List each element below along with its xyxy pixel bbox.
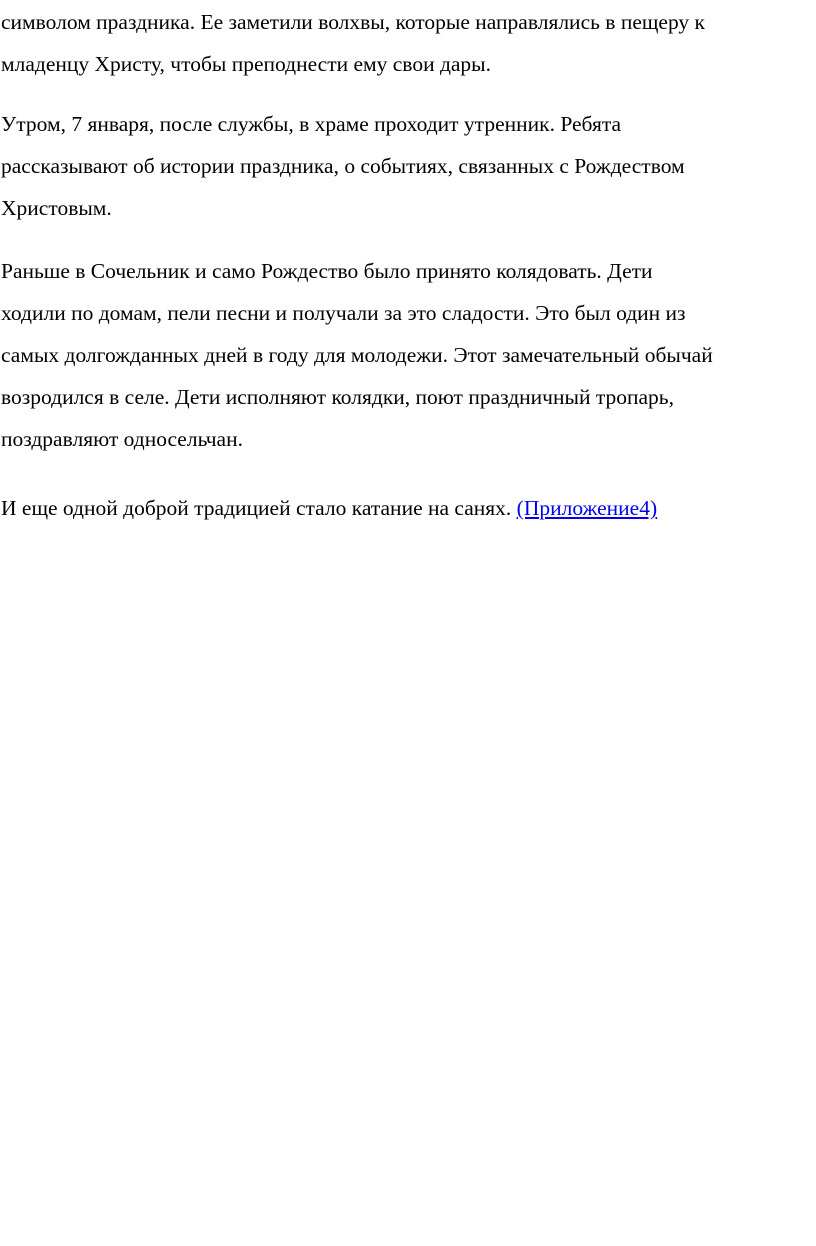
appendix-4-link[interactable]: (Приложение4): [516, 496, 658, 520]
paragraph-sleigh-ride: [1, 487, 657, 529]
text-line: Утром, 7 января, после службы, в храме проходит утренник. Ребята: [1, 112, 622, 136]
text-line: возродился в селе. Дети исполняют колядки, поют праздничный тропарь,: [1, 385, 674, 409]
paragraph-star-symbol: [1, 1, 705, 85]
text-line: Раньше в Сочельник и само Рождество было принято колядовать. Дети: [1, 259, 653, 283]
text-line: самых долгожданных дней в году для молодежи. Этот замечательный обычай: [1, 343, 713, 367]
text-line: младенцу Христу, чтобы преподнести ему свои дары.: [1, 52, 491, 76]
text-line: ходили по домам, пели песни и получали за это сладости. Это был один из: [1, 301, 686, 325]
text-line: поздравляют односельчан.: [1, 427, 243, 451]
text-line: рассказывают об истории праздника, о событиях, связанных с Рождеством: [1, 154, 685, 178]
text-line: Христовым.: [1, 196, 112, 220]
text-line: [1, 487, 657, 529]
paragraph-caroling: [1, 250, 713, 460]
text-line: символом праздника. Ее заметили волхвы, которые направлялись в пещеру к: [1, 10, 705, 34]
paragraph-morning-service: [1, 103, 685, 229]
paragraph-text: И еще одной доброй традицией стало катание на санях.: [1, 496, 517, 520]
